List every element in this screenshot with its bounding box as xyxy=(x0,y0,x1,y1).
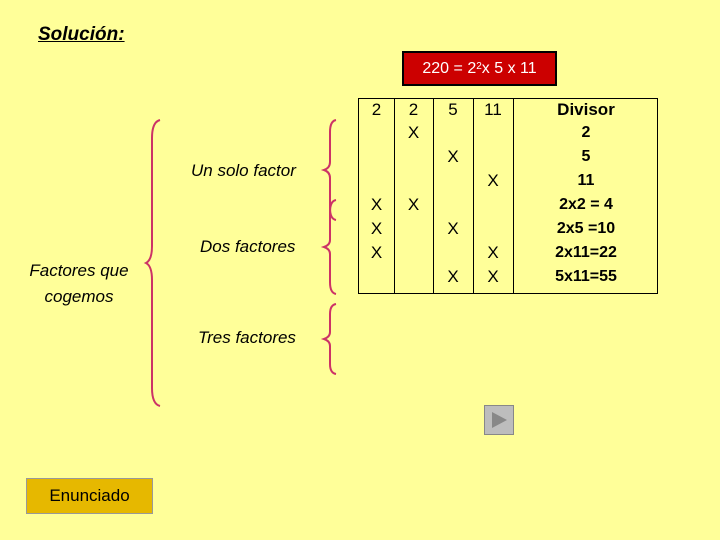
label-dos-factores: Dos factores xyxy=(200,237,296,256)
divisor-value: 2x11=22 xyxy=(555,244,617,261)
mark-x: X xyxy=(407,123,420,142)
factor-table xyxy=(358,98,658,294)
header-factor-11: 11 xyxy=(484,100,502,119)
brace-tres xyxy=(322,302,338,376)
next-slide-button[interactable] xyxy=(484,405,514,435)
mark-x: X xyxy=(447,219,459,238)
mark-x: X xyxy=(370,195,383,214)
brace-dos xyxy=(322,198,338,296)
mark-x: X xyxy=(370,243,383,262)
mark-x: X xyxy=(487,267,499,286)
slide-title: Solución: xyxy=(38,24,125,45)
divisor-value: 2x5 =10 xyxy=(556,220,616,237)
divisor-value: 5x11=55 xyxy=(555,268,617,285)
label-un-solo-factor: Un solo factor xyxy=(191,161,296,180)
factorization-formula xyxy=(402,51,557,86)
divisor-value: 11 xyxy=(577,172,595,189)
mark-x: X xyxy=(407,195,420,214)
formula-lhs: 220 = xyxy=(422,59,463,77)
divisor-value: 2 xyxy=(581,124,591,141)
header-divisor: Divisor xyxy=(557,100,615,119)
mark-x: X xyxy=(370,219,383,238)
mark-x: X xyxy=(447,267,459,286)
formula-exponent: 2 xyxy=(476,61,482,72)
table-divider xyxy=(433,99,434,293)
formula-rest: x 5 x 11 xyxy=(481,59,537,77)
label-tres-factores: Tres factores xyxy=(198,328,296,347)
header-factor-5: 5 xyxy=(448,100,458,119)
mark-x: X xyxy=(487,171,499,190)
play-triangle-icon xyxy=(489,410,509,430)
label-cogemos: cogemos xyxy=(44,287,114,306)
header-factor-2a: 2 xyxy=(371,100,382,119)
mark-x: X xyxy=(487,243,499,262)
divisor-value: 5 xyxy=(581,148,591,165)
enunciado-button[interactable]: Enunciado xyxy=(26,478,153,514)
mark-x: X xyxy=(447,147,459,166)
table-divider xyxy=(473,99,474,293)
label-factores-que-cogemos xyxy=(20,258,138,310)
big-brace xyxy=(144,118,164,408)
formula-base: 2 xyxy=(467,59,477,77)
divisor-value: 2x2 = 4 xyxy=(559,196,613,213)
header-factor-2b: 2 xyxy=(408,100,419,119)
label-factores-que: Factores que xyxy=(29,261,129,280)
